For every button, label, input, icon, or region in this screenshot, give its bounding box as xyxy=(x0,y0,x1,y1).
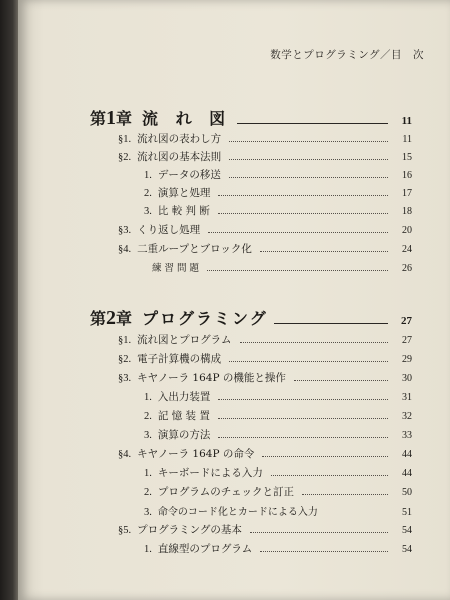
entry-title: 練 習 問 題 xyxy=(152,263,200,274)
entry-page: 44 xyxy=(402,449,412,460)
toc-entry xyxy=(144,203,412,221)
chapter-rule xyxy=(237,123,388,124)
toc-entry xyxy=(118,131,412,149)
entry-number: §3. xyxy=(118,225,132,236)
dot-leader xyxy=(271,475,388,476)
entry-title: 記 憶 装 置 xyxy=(157,410,210,422)
dot-leader xyxy=(260,551,388,552)
chapter-page: 11 xyxy=(401,115,412,127)
entry-title: 演算と処理 xyxy=(157,187,211,199)
entry-title: 流れ図の基本法則 xyxy=(137,151,222,163)
entry-page: 54 xyxy=(402,525,412,536)
dot-leader xyxy=(294,380,388,381)
entry-title: プログラミングの基本 xyxy=(137,524,242,536)
dot-leader xyxy=(302,494,388,495)
dot-leader xyxy=(260,251,388,252)
toc-entry xyxy=(144,427,412,445)
entry-number: 2. xyxy=(144,487,152,498)
entry-number: §2. xyxy=(118,354,132,365)
entry-page: 20 xyxy=(402,225,412,236)
dot-leader xyxy=(229,141,388,142)
chapter-label-post: 章 xyxy=(116,109,133,128)
entry-page: 33 xyxy=(402,430,412,441)
dot-leader xyxy=(218,399,388,400)
entry-title: 比 較 判 断 xyxy=(157,205,210,217)
entry-page: 18 xyxy=(402,206,412,217)
chapter-label xyxy=(90,306,132,330)
dot-leader xyxy=(218,437,388,438)
chapter-number: 1 xyxy=(106,107,117,129)
chapter-label-pre: 第 xyxy=(90,109,107,128)
toc-entry xyxy=(146,260,412,278)
toc-entry xyxy=(144,389,412,407)
entry-title: データの移送 xyxy=(157,169,221,181)
chapter-number: 2 xyxy=(106,307,117,329)
dot-leader xyxy=(218,213,388,214)
entry-number: 3. xyxy=(144,206,152,217)
entry-number: 3. xyxy=(144,430,152,441)
entry-title: 電子計算機の構成 xyxy=(137,353,222,365)
toc-entry xyxy=(118,351,412,369)
entry-page: 51 xyxy=(402,507,412,518)
entry-page: 16 xyxy=(402,170,412,181)
entry-number: §4. xyxy=(118,449,132,460)
entry-title: プログラムのチェックと訂正 xyxy=(157,486,294,498)
toc-entry xyxy=(118,522,412,540)
entry-title: 命令のコード化とカードによる入力 xyxy=(157,507,318,518)
entry-number: 2. xyxy=(144,411,152,422)
entry-page: 17 xyxy=(402,188,412,199)
dot-leader xyxy=(208,232,388,233)
toc-entry xyxy=(144,484,412,502)
toc-entry xyxy=(118,446,412,464)
entry-number: 1. xyxy=(144,544,152,555)
entry-page: 29 xyxy=(402,354,412,365)
entry-title: 二重ループとブロック化 xyxy=(137,243,252,255)
toc-entry xyxy=(118,241,412,259)
entry-number: 1. xyxy=(144,468,152,479)
entry-number: §3. xyxy=(118,373,132,384)
book-gutter-shadow xyxy=(0,0,18,600)
entry-title: 流れ図の表わし方 xyxy=(137,133,222,145)
entry-number: §5. xyxy=(118,525,132,536)
chapter-rule xyxy=(274,323,388,324)
toc-page xyxy=(18,0,450,600)
entry-number: 1. xyxy=(144,392,152,403)
chapter-title: プログラミング xyxy=(142,309,268,328)
chapter-label-pre: 第 xyxy=(90,309,107,328)
entry-page: 24 xyxy=(402,244,412,255)
toc-entry xyxy=(118,370,412,388)
dot-leader xyxy=(250,532,388,533)
chapter-title: 流 れ 図 xyxy=(142,109,232,128)
dot-leader xyxy=(229,159,388,160)
entry-page: 27 xyxy=(402,335,412,346)
chapter-label xyxy=(90,106,132,130)
running-head: 数学とプログラミング／目 次 xyxy=(270,49,424,61)
toc-entry xyxy=(118,149,412,167)
entry-number: 3. xyxy=(144,507,152,518)
toc-entry xyxy=(118,222,412,240)
entry-title: 流れ図とプログラム xyxy=(137,334,232,346)
chapter-2-heading xyxy=(90,306,412,328)
entry-number: §2. xyxy=(118,152,132,163)
entry-number: 1. xyxy=(144,170,152,181)
toc-entry xyxy=(144,167,412,185)
toc-entry xyxy=(144,503,412,521)
dot-leader xyxy=(218,418,388,419)
entry-page: 31 xyxy=(402,392,412,403)
dot-leader xyxy=(262,456,388,457)
dot-leader xyxy=(218,195,388,196)
dot-leader xyxy=(229,361,388,362)
entry-page: 32 xyxy=(402,411,412,422)
entry-page: 15 xyxy=(402,152,412,163)
entry-title: キヤノーラ 164P の機能と操作 xyxy=(137,372,286,384)
chapter-1-heading xyxy=(90,106,412,128)
entry-page: 26 xyxy=(402,263,412,274)
entry-number: §1. xyxy=(118,134,132,145)
dot-leader xyxy=(240,342,388,343)
entry-number: 2. xyxy=(144,188,152,199)
toc-entry xyxy=(144,408,412,426)
toc-entry xyxy=(144,541,412,559)
entry-page: 11 xyxy=(402,134,412,145)
entry-title: くり返し処理 xyxy=(137,224,201,236)
entry-number: §4. xyxy=(118,244,132,255)
entry-page: 54 xyxy=(402,544,412,555)
entry-title: 入出力装置 xyxy=(157,391,211,403)
entry-title: 直線型のプログラム xyxy=(157,543,253,555)
entry-page: 50 xyxy=(402,487,412,498)
entry-title: 演算の方法 xyxy=(157,429,211,441)
entry-number: §1. xyxy=(118,335,132,346)
chapter-label-post: 章 xyxy=(116,309,133,328)
entry-page: 44 xyxy=(402,468,412,479)
dot-leader xyxy=(207,270,388,271)
dot-leader xyxy=(229,177,388,178)
entry-title: キヤノーラ 164P の命令 xyxy=(137,448,255,460)
toc-entry xyxy=(144,185,412,203)
toc-entry xyxy=(118,332,412,350)
chapter-page: 27 xyxy=(401,315,412,327)
entry-page: 30 xyxy=(402,373,412,384)
entry-title: キーボードによる入力 xyxy=(157,467,263,479)
toc-entry xyxy=(144,465,412,483)
